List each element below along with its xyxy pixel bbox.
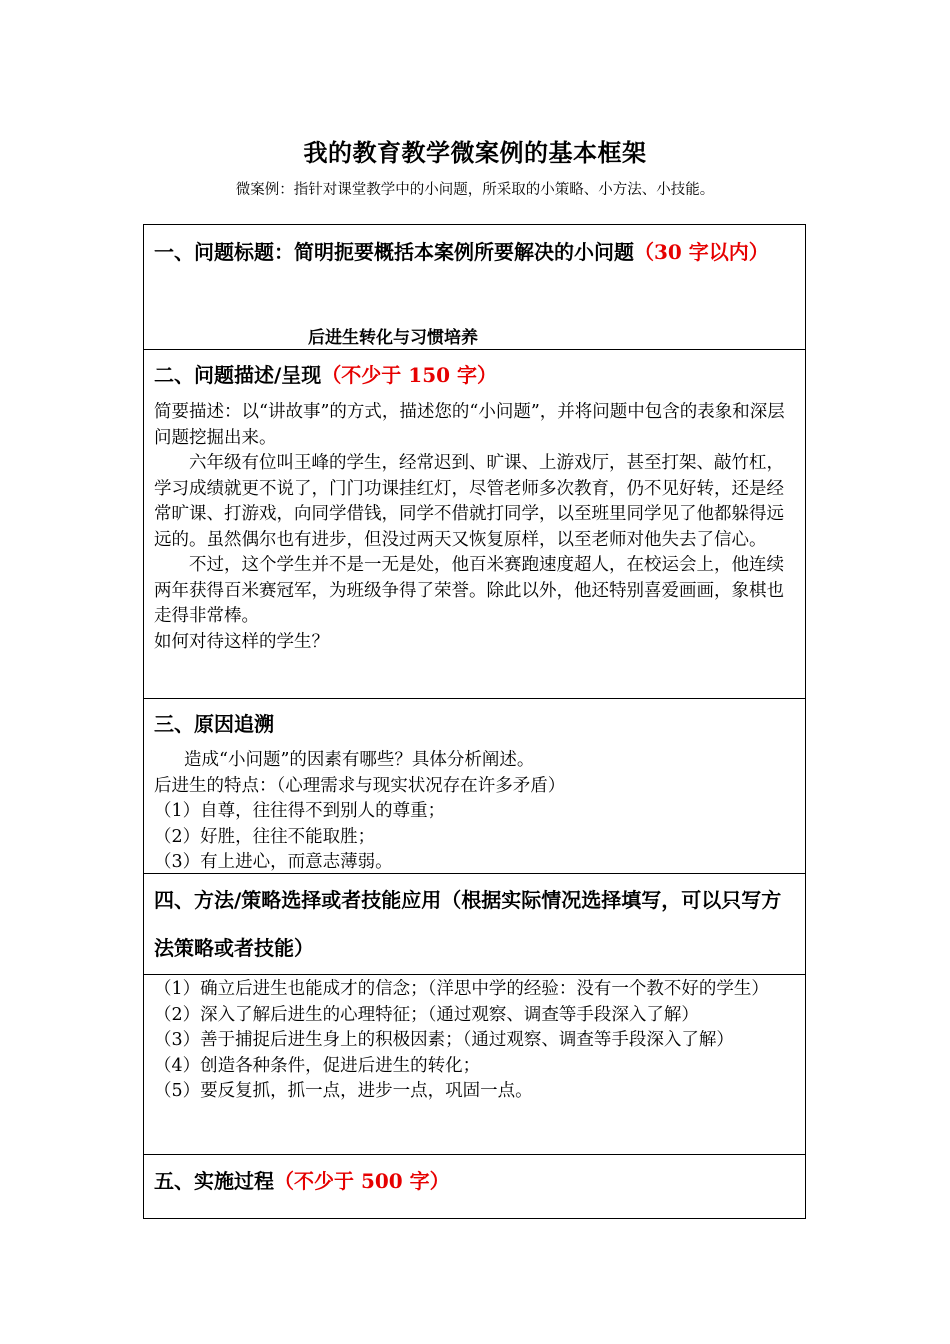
section-3-intro: 造成“小问题”的因素有哪些？具体分析阐述。 [184,750,535,770]
section-1-answer: 后进生转化与习惯培养 [308,328,478,348]
section-4-item4: （4）创造各种条件，促进后进生的转化； [154,1055,481,1076]
section-2-question: 如何对待这样的学生？ [154,631,329,652]
page-title: 我的教育教学微案例的基本框架 [303,138,647,167]
section-2-para2: 不过，这个学生并不是一无是处，他百米赛跑速度超人，在校运会上，他连续两年获得百米赛冠军，为班级争得了荣誉。除此以外，他还特别喜爱画画，象棋也走得非常棒。 [154,555,784,626]
section-problem-description [144,350,805,699]
section-2-heading [154,350,795,388]
section-3-line1: 后进生的特点：（心理需求与现实状况存在许多矛盾） [154,775,566,796]
case-framework-table [143,224,806,1219]
section-problem-title [144,225,805,350]
section-5-note: （不少于 500 字） [274,1169,450,1193]
section-implementation [144,1155,805,1218]
section-4-item5: （5）要反复抓，抓一点，进步一点，巩固一点。 [154,1081,533,1101]
section-5-heading [154,1155,795,1194]
section-4-item3: （3）善于捕捉后进生身上的积极因素；（通过观察、调查等手段深入了解） [154,1030,734,1050]
section-1-note: （30 字以内） [634,240,769,264]
section-3-heading: 三、原因追溯 [154,712,274,736]
section-3-item: （1）自尊，往往得不到别人的尊重； [154,801,446,821]
section-3-item: （3）有上进心，而意志薄弱。 [154,852,393,872]
section-4-heading: 四、方法/策略选择或者技能应用（根据实际情况选择填写，可以只写方法策略或者技能） [144,874,805,975]
section-4-body [154,977,795,1105]
section-2-heading-text: 二、问题描述/呈现 [154,363,322,387]
section-2-note: （不少于 150 字） [321,363,497,387]
section-2-intro: 简要描述：以“讲故事”的方式，描述您的“小问题”，并将问题中包含的表象和深层问题挖掘出来。 [154,402,785,448]
section-5-heading-text: 五、实施过程 [154,1169,274,1193]
section-1-heading [154,225,795,277]
section-2-body [154,400,795,655]
section-2-para1: 六年级有位叫王峰的学生，经常迟到、旷课、上游戏厅，甚至打架、敲竹杠，学习成绩就更不说了，门门功课挂红灯，尽管老师多次教育，仍不见好转，还是经常旷课、打游戏，向同学借钱，同学不借就打同学，以至班里同学见了他都躲得远远的。虽然偶尔也有进步，但没过两天又恢复原样，以至老师对他失去了信心。 [154,453,784,550]
section-3-body [154,748,795,874]
page-subtitle: 微案例：指针对课堂教学中的小问题，所采取的小策略、小方法、小技能。 [235,182,715,198]
section-1-heading-text: 一、问题标题：简明扼要概括本案例所要解决的小问题 [154,240,634,264]
section-method-strategy [144,874,805,1155]
section-cause-analysis [144,699,805,874]
section-4-item1: （1）确立后进生也能成才的信念；（洋思中学的经验：没有一个教不好的学生） （2）深入了解后进生的心理特征；（通过观察、调查等手段深入了解） [154,979,796,1025]
section-3-item: （2）好胜，往往不能取胜； [154,826,376,847]
